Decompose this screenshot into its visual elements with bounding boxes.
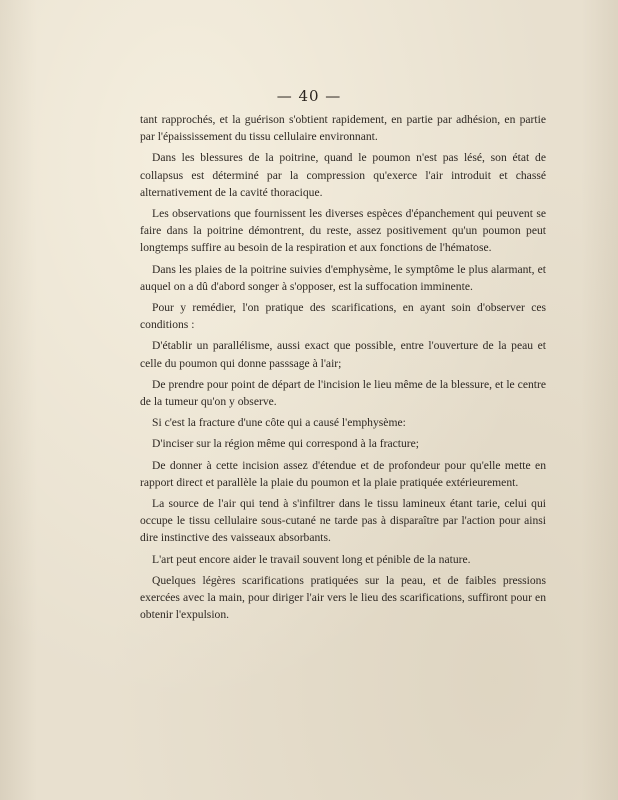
body-text bbox=[140, 111, 546, 627]
paragraph-11: La source de l'air qui tend à s'infiltrer dans le tissu lamineux étant tarie, celui qui occupe le tissu cellulaire sous-cutané ne tarde pas à disparaître par l'action pour ainsi dire instinctive des vaisseaux absorbants. bbox=[140, 497, 546, 545]
paragraph-7: De prendre pour point de départ de l'incision le lieu même de la blessure, et le centre de la tumeur qu'on y observe. bbox=[140, 377, 546, 409]
paragraph-1: tant rapprochés, et la guérison s'obtient rapidement, en partie par adhésion, en partie par l'épaississement du tissu cellulaire environnant. bbox=[140, 113, 546, 144]
paragraph-3: Les observations que fournissent les diverses espèces d'épanchement qui peuvent se faire dans la poitrine démontrent, du reste, assez positivement qu'un poumon peut longtemps suffire au besoin de la respiration et aux fonctions de l'hématose. bbox=[140, 207, 546, 255]
paragraph-8: Si c'est la fracture d'une côte qui a causé l'emphysème: bbox=[152, 416, 406, 430]
paragraph-10: De donner à cette incision assez d'étendue et de profondeur pour qu'elle mette en rapport direct et parallèle la plaie du poumon et la plaie pratiquée extérieurement. bbox=[140, 458, 546, 489]
paragraph-12: L'art peut encore aider le travail souvent long et pénible de la nature. bbox=[152, 552, 471, 566]
paragraph-9: D'inciser sur la région même qui correspond à la fracture; bbox=[152, 437, 420, 451]
paragraph-2: Dans les blessures de la poitrine, quand le poumon n'est pas lésé, son état de collapsus est déterminé par la compression qu'exerce l'air introduit et chassé alternativement de la cavité thoracique. bbox=[140, 151, 546, 199]
paragraph-6: D'établir un parallélisme, aussi exact que possible, entre l'ouverture de la peau et celle du poumon qui donne passsage à l'air; bbox=[140, 339, 546, 370]
paragraph-13: Quelques légères scarifications pratiquées sur la peau, et de faibles pressions exercées avec la main, pour diriger l'air vers le lieu des scarifications, suffiront pour en obtenir l'expulsion. bbox=[140, 573, 546, 622]
page-number: — 40 — bbox=[276, 87, 342, 105]
paragraph-5: Pour y remédier, l'on pratique des scarifications, en ayant soin d'observer ces conditions : bbox=[140, 301, 546, 332]
paragraph-4: Dans les plaies de la poitrine suivies d'emphysème, le symptôme le plus alarmant, et auquel on a dû d'abord songer à s'opposer, est la suffocation imminente. bbox=[140, 262, 546, 293]
